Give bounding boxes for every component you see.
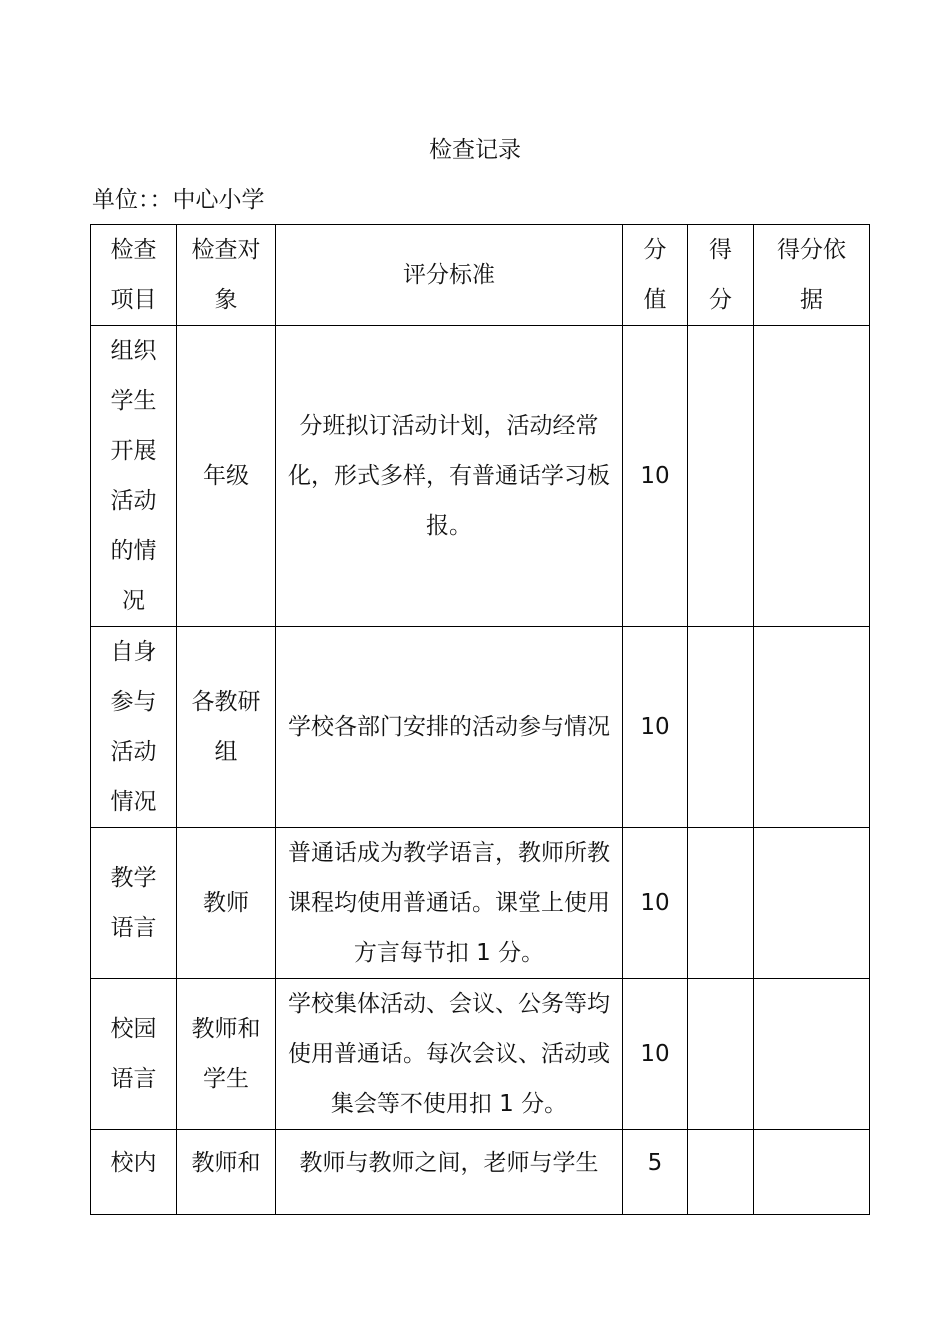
cell-score[interactable]	[688, 326, 754, 627]
cell-target: 教师	[177, 828, 276, 979]
inspection-table	[90, 224, 870, 1215]
header-cell-target: 检查对象	[177, 225, 276, 326]
cell-item: 组织学生开展活动的情况	[91, 326, 177, 627]
unit-value: ：中心小学	[149, 187, 265, 213]
cell-target: 教师和学生	[177, 979, 276, 1130]
table-row	[91, 828, 870, 979]
cell-points: 5	[623, 1130, 688, 1215]
cell-item: 校内	[91, 1130, 177, 1215]
header-cell-points: 分值	[623, 225, 688, 326]
table-row	[91, 627, 870, 828]
cell-score[interactable]	[688, 1130, 754, 1215]
header-cell-score: 得分	[688, 225, 754, 326]
cell-criteria: 学校各部门安排的活动参与情况	[276, 627, 623, 828]
cell-basis[interactable]	[754, 1130, 870, 1215]
cell-criteria: 学校集体活动、会议、公务等均使用普通话。每次会议、活动或集会等不使用扣 1 分。	[276, 979, 623, 1130]
header-cell-criteria: 评分标准	[276, 225, 623, 326]
cell-score[interactable]	[688, 627, 754, 828]
page-title: 检查记录	[429, 137, 521, 163]
cell-basis[interactable]	[754, 979, 870, 1130]
cell-basis[interactable]	[754, 627, 870, 828]
cell-criteria: 教师与教师之间，老师与学生	[276, 1130, 623, 1215]
cell-criteria: 普通话成为教学语言，教师所教课程均使用普通话。课堂上使用方言每节扣 1 分。	[276, 828, 623, 979]
cell-target: 教师和	[177, 1130, 276, 1215]
cell-points: 10	[623, 627, 688, 828]
cell-points: 10	[623, 326, 688, 627]
cell-criteria: 分班拟订活动计划，活动经常化，形式多样，有普通话学习板报。	[276, 326, 623, 627]
cell-item: 教学语言	[91, 828, 177, 979]
header-cell-item: 检查项目	[91, 225, 177, 326]
cell-points: 10	[623, 979, 688, 1130]
table-row	[91, 979, 870, 1130]
cell-basis[interactable]	[754, 828, 870, 979]
cell-score[interactable]	[688, 828, 754, 979]
cell-basis[interactable]	[754, 326, 870, 627]
cell-points: 10	[623, 828, 688, 979]
table-row	[91, 326, 870, 627]
cell-item: 自身参与活动情况	[91, 627, 177, 828]
unit-label: 单位：	[92, 187, 150, 213]
table-header-row	[91, 225, 870, 326]
header-cell-basis: 得分依据	[754, 225, 870, 326]
cell-target: 年级	[177, 326, 276, 627]
cell-score[interactable]	[688, 979, 754, 1130]
unit-line	[92, 183, 265, 217]
cell-item: 校园语言	[91, 979, 177, 1130]
cell-target: 各教研组	[177, 627, 276, 828]
table-row	[91, 1130, 870, 1215]
